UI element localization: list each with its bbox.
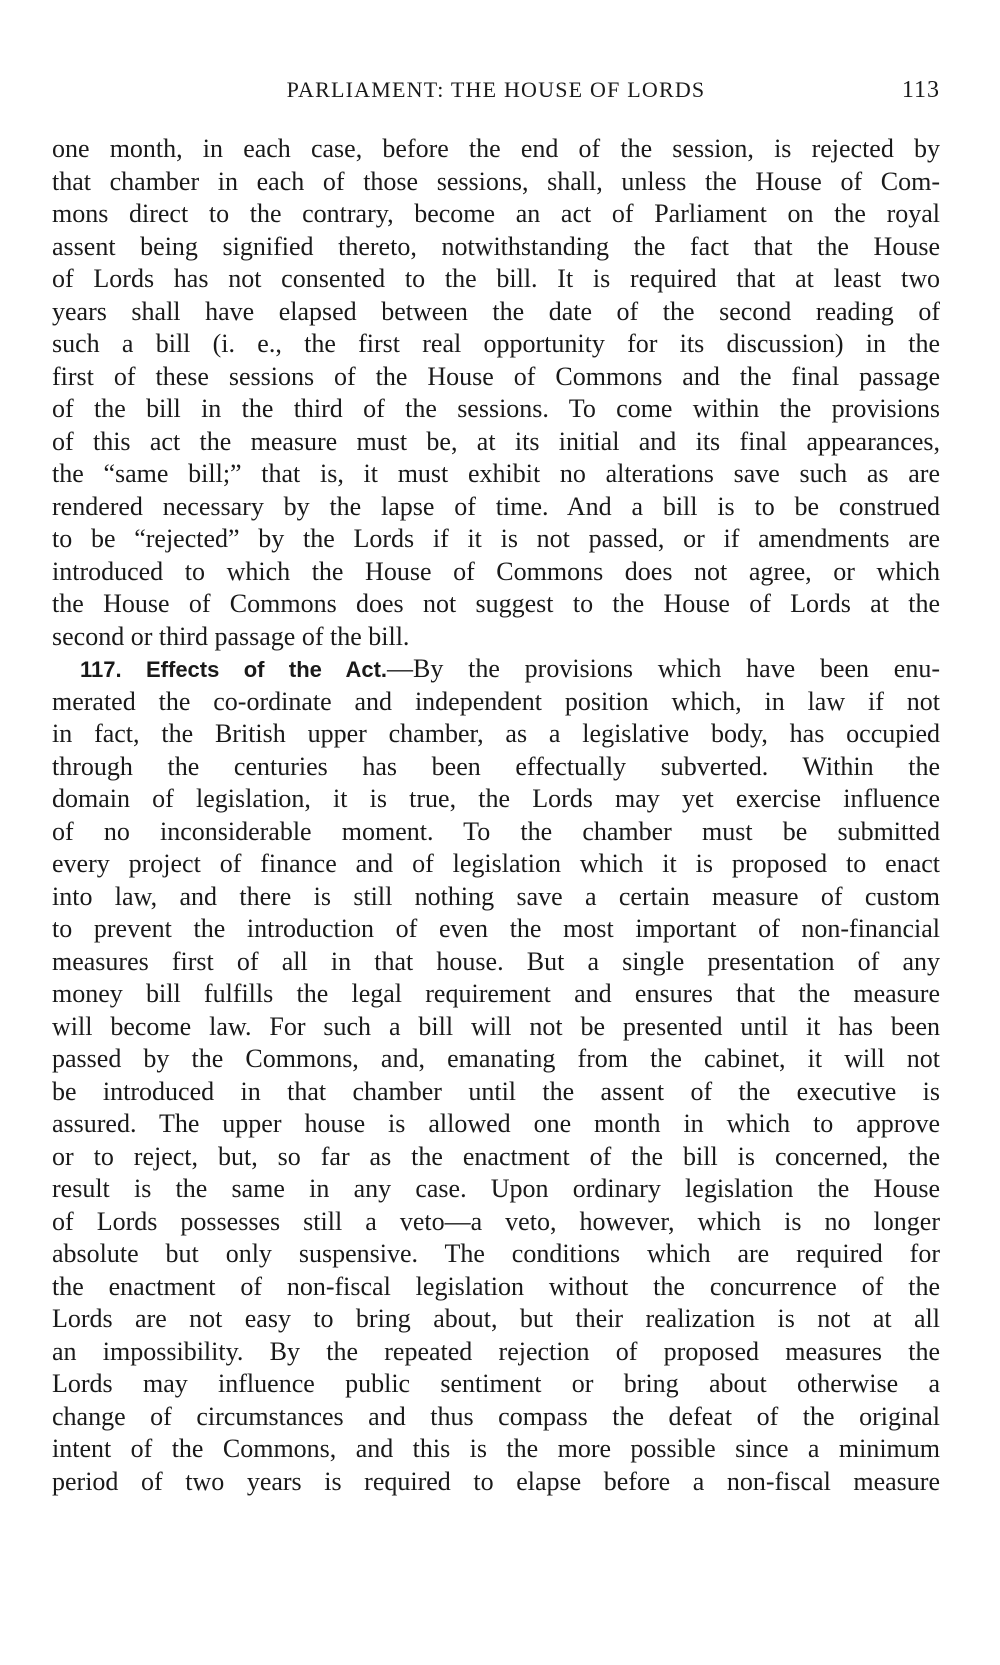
text-line: assent being signified thereto, notwithstanding the fact that the House	[52, 231, 940, 261]
running-title: PARLIAMENT: THE HOUSE OF LORDS	[286, 77, 706, 102]
text-line: the enactment of non-fiscal legislation without the concurrence of the	[52, 1271, 940, 1301]
text-line: intent of the Commons, and this is the more possible since a minimum	[52, 1434, 940, 1463]
text-line: that chamber in each of those sessions, shall, unless the House of Com-	[52, 166, 940, 196]
text-line: passed by the Commons, and, emanating from the cabinet, it will not	[52, 1044, 940, 1073]
section-heading: 117. Effects of the Act.	[80, 657, 388, 682]
page-number: 113	[901, 77, 940, 103]
text-line: of this act the measure must be, at its initial and its final appearances,	[52, 426, 940, 456]
text-line: mons direct to the contrary, become an act of Parliament on the royal	[52, 199, 940, 228]
text-line: domain of legislation, it is true, the Lords may yet exercise influence	[52, 784, 940, 813]
section-first-line-text: By the provisions which have been enu-	[413, 654, 940, 683]
text-line: result is the same in any case. Upon ordinary legislation the House	[52, 1174, 940, 1203]
text-line: of Lords has not consented to the bill. It is required that at least two	[52, 264, 940, 293]
text-line: of no inconsiderable moment. To the chamber must be submitted	[52, 816, 940, 846]
section-dash: —	[387, 654, 414, 683]
text-line: the “same bill;” that is, it must exhibit no alterations save such as are	[52, 459, 940, 488]
body-text	[52, 133, 940, 1498]
text-line: introduced to which the House of Commons does not agree, or which	[52, 556, 940, 586]
text-line: absolute but only suspensive. The conditions which are required for	[52, 1239, 940, 1268]
text-line: second or third passage of the bill.	[52, 621, 410, 651]
text-line: such a bill (i. e., the first real opportunity for its discussion) in the	[52, 329, 940, 358]
text-line: the House of Commons does not suggest to the House of Lords at the	[52, 589, 940, 618]
text-line: or to reject, but, so far as the enactment of the bill is concerned, the	[52, 1141, 940, 1171]
text-line: money bill fulfills the legal requirement and ensures that the measure	[52, 979, 940, 1008]
text-line: rendered necessary by the lapse of time. And a bill is to be construed	[52, 491, 940, 521]
text-line: years shall have elapsed between the date of the second reading of	[52, 296, 940, 326]
text-line: measures first of all in that house. But a single presentation of any	[52, 946, 940, 976]
text-line: to prevent the introduction of even the most important of non-financial	[52, 914, 940, 943]
section-first-line	[52, 653, 940, 686]
text-line: Lords may influence public sentiment or bring about otherwise a	[52, 1369, 940, 1398]
text-line: be introduced in that chamber until the assent of the executive is	[52, 1076, 940, 1106]
text-line: into law, and there is still nothing save a certain measure of custom	[52, 881, 940, 911]
text-line: change of circumstances and thus compass the defeat of the original	[52, 1401, 940, 1431]
text-line: of Lords possesses still a veto—a veto, however, which is no longer	[52, 1206, 940, 1236]
text-line: in fact, the British upper chamber, as a legislative body, has occupied	[52, 719, 940, 748]
text-line: one month, in each case, before the end of the session, is rejected by	[52, 134, 940, 163]
text-line: of the bill in the third of the sessions. To come within the provisions	[52, 394, 940, 423]
text-line: every project of finance and of legislation which it is proposed to enact	[52, 849, 940, 878]
text-line: to be “rejected” by the Lords if it is not passed, or if amendments are	[52, 524, 940, 553]
text-line: Lords are not easy to bring about, but their realization is not at all	[52, 1304, 940, 1333]
running-head	[52, 72, 940, 108]
text-line: through the centuries has been effectually subverted. Within the	[52, 751, 940, 781]
text-line: first of these sessions of the House of Commons and the final passage	[52, 361, 940, 391]
text-line: assured. The upper house is allowed one month in which to approve	[52, 1109, 940, 1138]
text-line: merated the co-ordinate and independent position which, in law if not	[52, 686, 940, 716]
text-line: will become law. For such a bill will not be presented until it has been	[52, 1011, 940, 1041]
text-line: an impossibility. By the repeated rejection of proposed measures the	[52, 1336, 940, 1366]
text-line: period of two years is required to elapse before a non-fiscal measure	[52, 1466, 940, 1496]
